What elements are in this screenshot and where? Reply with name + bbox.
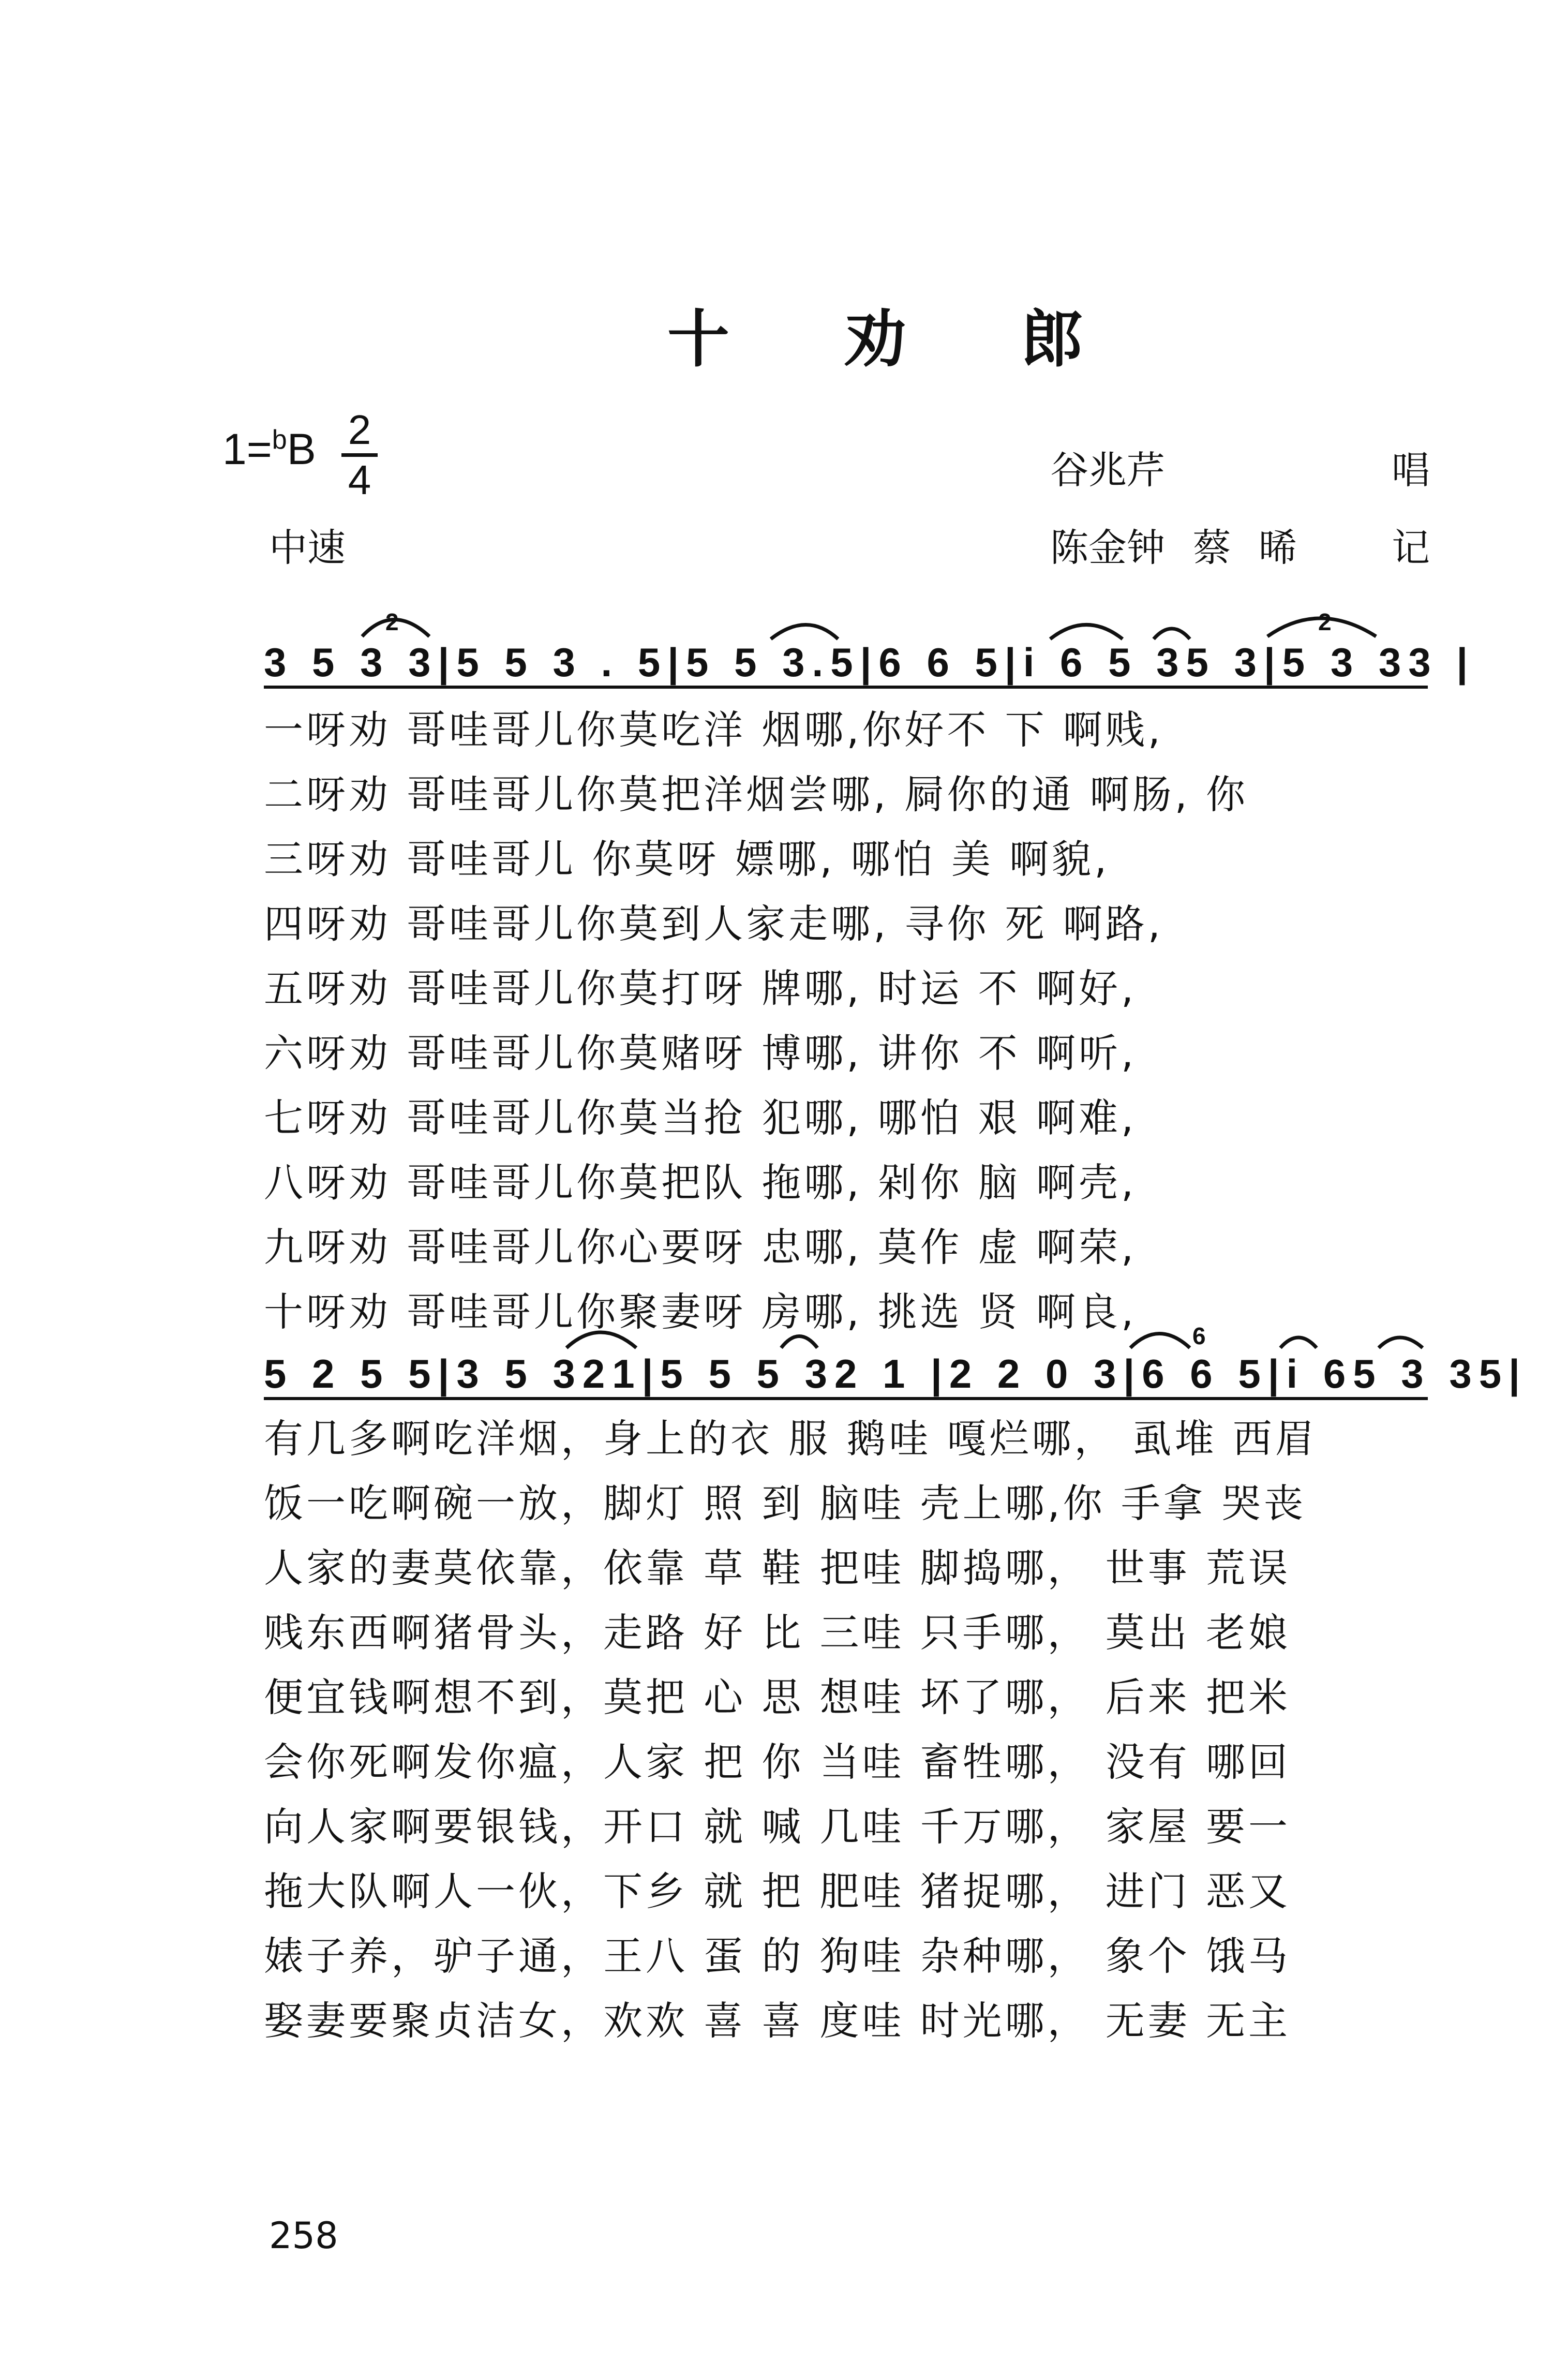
flat-sign: b bbox=[272, 425, 287, 455]
page-title: 十 劝 郎 bbox=[667, 304, 1130, 376]
verse-b-line: 拖大队啊人一伙，下乡 就 把 肥哇 猪捉哪， 进门 恶又 bbox=[264, 1868, 1291, 1914]
score-line-1: 3 5 3 3|5 5 3 . 5|5 5 3.5|6 6 5|i 6 5 35 3|5 3 33 | bbox=[264, 640, 1475, 685]
slur-mark bbox=[1130, 1334, 1190, 1348]
slur-mark bbox=[1267, 618, 1376, 636]
time-top: 2 bbox=[348, 407, 371, 453]
slur-mark bbox=[362, 620, 429, 637]
grace-note-3: 6 bbox=[1192, 1322, 1206, 1349]
verse-b-line: 会你死啊发你瘟，人家 把 你 当哇 畜牲哪， 没有 哪回 bbox=[264, 1739, 1291, 1785]
verse-b-line: 人家的妻莫依靠，依靠 草 鞋 把哇 脚捣哪， 世事 荒误 bbox=[264, 1545, 1291, 1591]
verse-a-line: 一呀劝 哥哇哥儿你莫吃洋 烟哪,你好不 下 啊贱, bbox=[264, 707, 1163, 753]
verse-b-line: 饭一吃啊碗一放，脚灯 照 到 脑哇 壳上哪,你 手拿 哭丧 bbox=[264, 1480, 1307, 1526]
verse-a-line: 十呀劝 哥哇哥儿你聚妻呀 房哪, 挑选 贤 啊良, bbox=[264, 1289, 1137, 1335]
slur-mark bbox=[1154, 629, 1190, 639]
verse-a-line: 八呀劝 哥哇哥儿你莫把队 拖哪, 剁你 脑 啊壳, bbox=[264, 1160, 1137, 1206]
singer-name: 谷兆芹 bbox=[1050, 448, 1165, 493]
singer-role: 唱 bbox=[1392, 448, 1430, 493]
time-bottom: 4 bbox=[348, 457, 371, 503]
slur-mark bbox=[1379, 1337, 1423, 1348]
grace-note-2: 2 bbox=[1318, 608, 1332, 635]
verse-b-line: 娶妻要聚贞洁女，欢欢 喜 喜 度哇 时光哪， 无妻 无主 bbox=[264, 1998, 1291, 2044]
slur-mark bbox=[566, 1332, 636, 1348]
verse-b-line: 婊子养，驴子通，王八 蛋 的 狗哇 杂种哪， 象个 饿马 bbox=[264, 1933, 1291, 1979]
verse-b-line: 向人家啊要银钱，开口 就 喊 几哇 千万哪， 家屋 要一 bbox=[264, 1804, 1291, 1850]
verse-a-line: 五呀劝 哥哇哥儿你莫打呀 牌哪, 时运 不 啊好, bbox=[264, 965, 1137, 1012]
page-number: 258 bbox=[269, 2214, 338, 2257]
recorder-names: 陈金钟 蔡 晞 bbox=[1050, 526, 1297, 570]
verse-b-line: 有几多啊吃洋烟，身上的衣 服 鹅哇 嘎烂哪， 虱堆 西眉 bbox=[264, 1416, 1318, 1462]
recorder-role: 记 bbox=[1392, 526, 1430, 570]
verse-a-line: 九呀劝 哥哇哥儿你心要呀 忠哪, 莫作 虚 啊荣, bbox=[264, 1224, 1137, 1270]
grace-note-1: 2 bbox=[385, 608, 399, 635]
slur-mark bbox=[771, 625, 838, 640]
verse-a-line: 三呀劝 哥哇哥儿 你莫呀 嫖哪, 哪怕 美 啊貌, bbox=[264, 836, 1110, 882]
tempo-marking: 中速 bbox=[269, 526, 346, 570]
slur-mark bbox=[1280, 1337, 1317, 1348]
key-prefix: 1= bbox=[222, 425, 272, 473]
score-line-2: 5 2 5 5|3 5 321|5 5 5 32 1 |2 2 0 3|6 6 5|i 65 3 35| bbox=[264, 1351, 1527, 1396]
verse-a-line: 六呀劝 哥哇哥儿你莫赌呀 博哪, 讲你 不 啊听, bbox=[264, 1030, 1137, 1076]
verse-b-line: 贱东西啊猪骨头，走路 好 比 三哇 只手哪， 莫出 老娘 bbox=[264, 1610, 1291, 1656]
verse-a-line: 七呀劝 哥哇哥儿你莫当抢 犯哪, 哪怕 艰 啊难, bbox=[264, 1095, 1137, 1141]
key-note: B bbox=[287, 425, 316, 473]
verse-a-line: 四呀劝 哥哇哥儿你莫到人家走哪, 寻你 死 啊路, bbox=[264, 901, 1163, 947]
slur-mark bbox=[781, 1336, 817, 1348]
verse-a-line: 二呀劝 哥哇哥儿你莫把洋烟尝哪, 屙你的通 啊肠, 你 bbox=[264, 771, 1248, 818]
verse-b-line: 便宜钱啊想不到，莫把 心 思 想哇 坏了哪， 后来 把米 bbox=[264, 1674, 1291, 1720]
slur-mark bbox=[1050, 625, 1123, 640]
